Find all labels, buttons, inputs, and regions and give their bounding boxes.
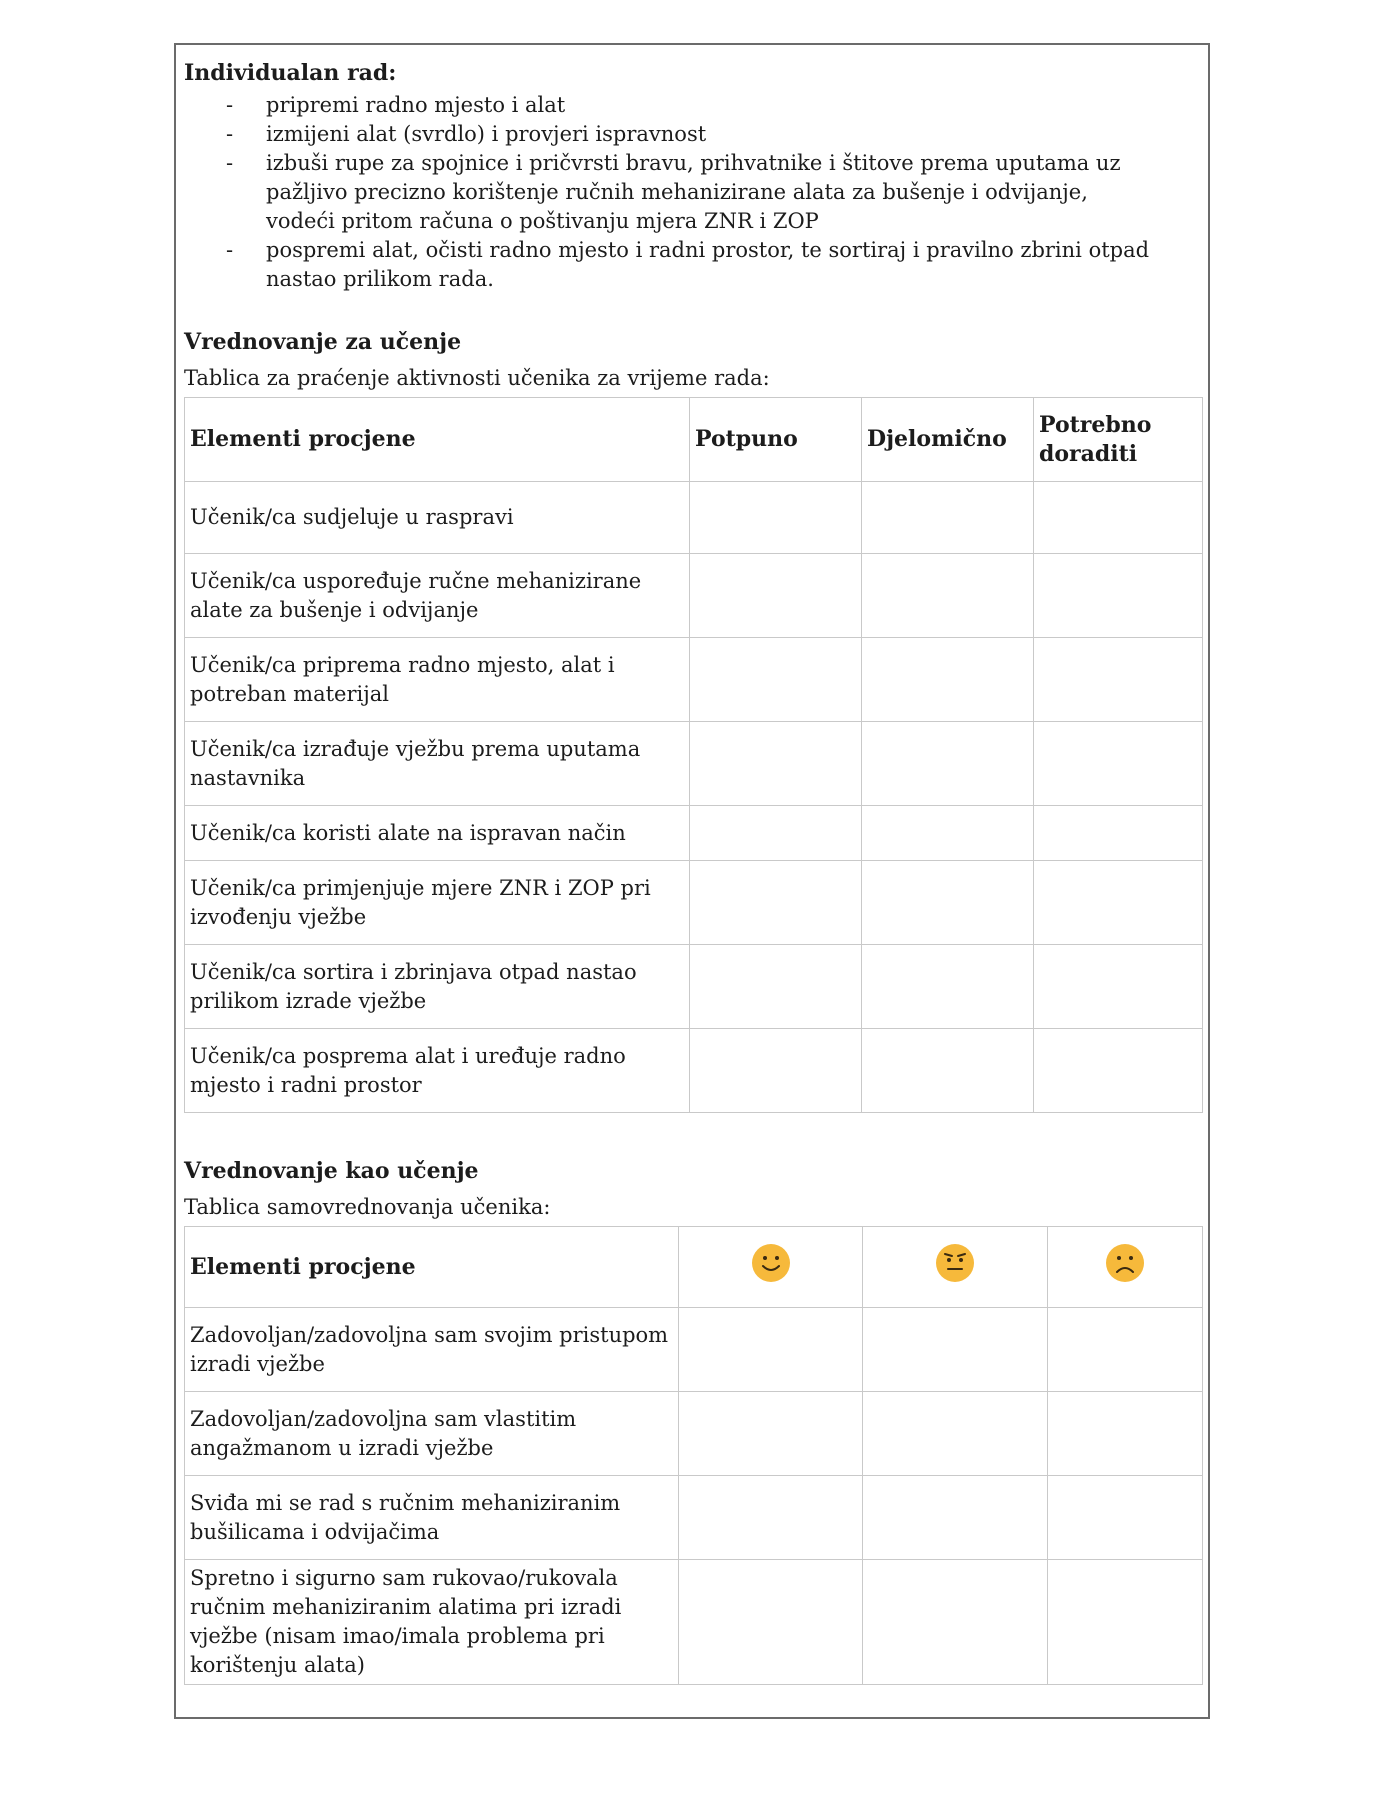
criterion-cell: Učenik/ca posprema alat i uređuje radno mjesto i radni prostor — [185, 1029, 690, 1113]
rating-cell[interactable] — [863, 1308, 1048, 1392]
criterion-cell: Učenik/ca sudjeluje u raspravi — [185, 482, 690, 554]
sad-face-icon — [1105, 1243, 1145, 1283]
rating-cell[interactable] — [679, 1476, 863, 1560]
rating-cell[interactable] — [1048, 1560, 1203, 1685]
table-row — [185, 1308, 1203, 1392]
rating-cell[interactable] — [863, 1560, 1048, 1685]
table-row — [185, 861, 1203, 945]
table-row — [185, 638, 1203, 722]
table-row — [185, 554, 1203, 638]
criterion-cell: Učenik/ca uspoređuje ručne mehanizirane alate za bušenje i odvijanje — [185, 554, 690, 638]
col-header-potrebno-doraditi: Potrebno doraditi — [1034, 398, 1203, 482]
document-frame — [174, 43, 1210, 1719]
rating-cell[interactable] — [863, 1476, 1048, 1560]
rating-cell[interactable] — [679, 1560, 863, 1685]
rating-cell[interactable] — [690, 638, 862, 722]
individual-heading: Individualan rad: — [184, 60, 397, 86]
rating-cell[interactable] — [690, 806, 862, 861]
table-row — [185, 1476, 1203, 1560]
self-eval-heading: Vrednovanje kao učenje — [184, 1158, 479, 1184]
criterion-cell: Sviđa mi se rad s ručnim mehaniziranim bušilicama i odvijačima — [185, 1476, 679, 1560]
table-header-row — [185, 1227, 1203, 1308]
rating-cell[interactable] — [1048, 1392, 1203, 1476]
rating-cell[interactable] — [1034, 945, 1203, 1029]
table-row — [185, 1392, 1203, 1476]
rating-cell[interactable] — [862, 945, 1034, 1029]
rating-cell[interactable] — [690, 945, 862, 1029]
rating-cell[interactable] — [862, 482, 1034, 554]
table-row — [185, 1029, 1203, 1113]
rating-cell[interactable] — [679, 1308, 863, 1392]
criterion-cell: Zadovoljan/zadovoljna sam svojim pristupom izradi vježbe — [185, 1308, 679, 1392]
list-item: - pripremi radno mjesto i alat — [226, 93, 566, 117]
criterion-cell: Učenik/ca primjenjuje mjere ZNR i ZOP pri izvođenju vježbe — [185, 861, 690, 945]
rating-cell[interactable] — [1034, 638, 1203, 722]
rating-cell[interactable] — [862, 638, 1034, 722]
rating-cell[interactable] — [1034, 806, 1203, 861]
rating-cell[interactable] — [862, 861, 1034, 945]
rating-cell[interactable] — [1048, 1476, 1203, 1560]
col-header-djelomicno: Djelomično — [862, 398, 1034, 482]
rating-cell[interactable] — [862, 554, 1034, 638]
col-header-neutral — [863, 1227, 1048, 1308]
criterion-cell: Učenik/ca koristi alate na ispravan način — [185, 806, 690, 861]
learning-eval-table — [184, 397, 1203, 1113]
smiley-face-icon — [751, 1243, 791, 1283]
col-header-potpuno: Potpuno — [690, 398, 862, 482]
col-header-smiley — [679, 1227, 863, 1308]
criterion-cell: Učenik/ca sortira i zbrinjava otpad nastao prilikom izrade vježbe — [185, 945, 690, 1029]
rating-cell[interactable] — [690, 861, 862, 945]
criterion-cell: Spretno i sigurno sam rukovao/rukovala ručnim mehaniziranim alatima pri izradi vježbe (nisam imao/imala problema pri korištenju alata) — [185, 1560, 679, 1685]
learning-eval-heading: Vrednovanje za učenje — [184, 329, 462, 355]
individual-task-list — [184, 91, 1202, 294]
table-row — [185, 945, 1203, 1029]
criterion-cell: Učenik/ca priprema radno mjesto, alat i potreban materijal — [185, 638, 690, 722]
criterion-cell: Učenik/ca izrađuje vježbu prema uputama nastavnika — [185, 722, 690, 806]
rating-cell[interactable] — [862, 722, 1034, 806]
rating-cell[interactable] — [1034, 554, 1203, 638]
rating-cell[interactable] — [862, 806, 1034, 861]
list-item: - pospremi alat, očisti radno mjesto i radni prostor, te sortiraj i pravilno zbrini otpad nastao prilikom rada. — [226, 238, 1150, 291]
rating-cell[interactable] — [863, 1392, 1048, 1476]
list-item: - izbuši rupe za spojnice i pričvrsti bravu, prihvatnike i štitove prema uputama uz pažljivo precizno korištenje ručnih mehanizirane alata za bušenje i odvijanje, vodeći pritom računa o poštivanju mjera ZNR i ZOP — [226, 151, 1121, 233]
rating-cell[interactable] — [690, 722, 862, 806]
list-item: - izmijeni alat (svrdlo) i provjeri ispravnost — [226, 122, 707, 146]
table-row — [185, 806, 1203, 861]
rating-cell[interactable] — [690, 554, 862, 638]
learning-eval-caption: Tablica za praćenje aktivnosti učenika za vrijeme rada: — [184, 366, 770, 390]
rating-cell[interactable] — [1034, 482, 1203, 554]
self-eval-caption: Tablica samovrednovanja učenika: — [184, 1195, 551, 1219]
self-eval-table — [184, 1226, 1203, 1685]
col-header-sad — [1048, 1227, 1203, 1308]
document-content — [184, 45, 1202, 1685]
table-row — [185, 1560, 1203, 1685]
table-row — [185, 482, 1203, 554]
rating-cell[interactable] — [1034, 861, 1203, 945]
rating-cell[interactable] — [679, 1392, 863, 1476]
col-header-elements: Elementi procjene — [185, 1227, 679, 1308]
rating-cell[interactable] — [1048, 1308, 1203, 1392]
col-header-elements: Elementi procjene — [185, 398, 690, 482]
neutral-face-icon — [935, 1243, 975, 1283]
rating-cell[interactable] — [690, 1029, 862, 1113]
table-header-row — [185, 398, 1203, 482]
table-row — [185, 722, 1203, 806]
rating-cell[interactable] — [690, 482, 862, 554]
rating-cell[interactable] — [1034, 1029, 1203, 1113]
criterion-cell: Zadovoljan/zadovoljna sam vlastitim angažmanom u izradi vježbe — [185, 1392, 679, 1476]
rating-cell[interactable] — [1034, 722, 1203, 806]
rating-cell[interactable] — [862, 1029, 1034, 1113]
